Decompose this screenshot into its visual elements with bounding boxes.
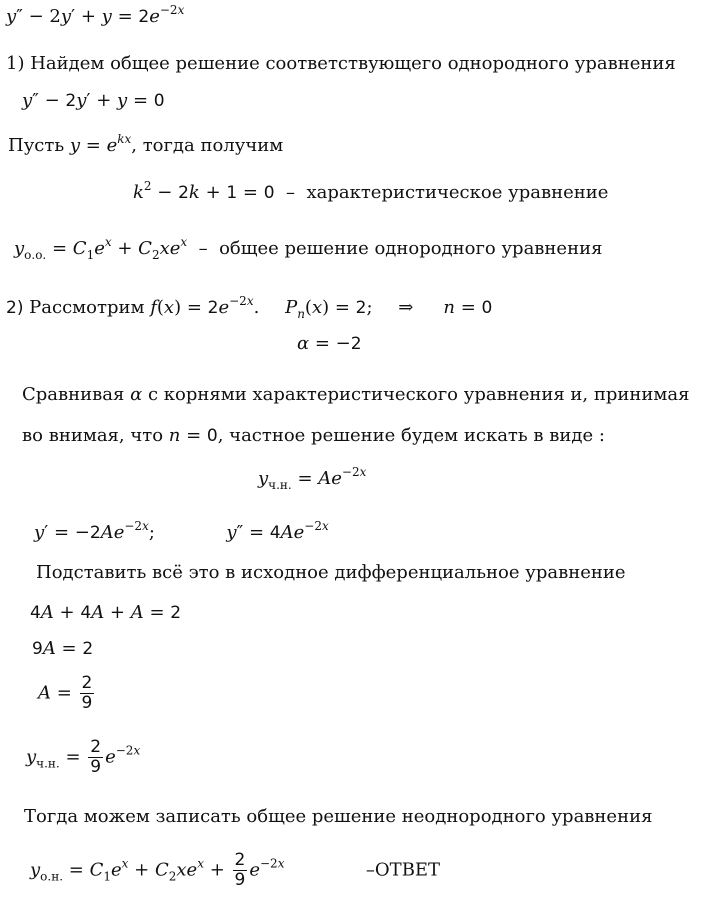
particular-solution: $y_{ч.н.}$ = $\frac{2}{9}$ $e^{-2x}$ bbox=[26, 737, 141, 777]
step1-heading: 1) Найдем общее решение соответствующего однородного уравнения bbox=[6, 53, 676, 74]
a-value: A = $\frac{2}{9}$ bbox=[38, 673, 93, 713]
substitution-text: Пусть $y = e^{kx}$, тогда получим bbox=[8, 132, 284, 156]
substitute-text: Подставить всё это в исходное дифференциальное уравнение bbox=[36, 562, 626, 583]
homogeneous-equation: y″ − 2y′ + y = 0 bbox=[22, 90, 165, 111]
general-homogeneous-solution: $y_{о.о.} = C_1e^x + C_2xe^x$ – общее решение однородного уравнения bbox=[14, 235, 603, 262]
then-text: Тогда можем записать общее решение неоднородного уравнения bbox=[24, 806, 653, 827]
original-equation: $y'' - 2y' + y = 2e^{-2x}$ bbox=[6, 3, 185, 27]
nine-a-equation: 9A = 2 bbox=[32, 638, 94, 659]
compare-line-1: Сравнивая α с корнями характеристического уравнения и, принимая bbox=[22, 384, 690, 405]
compare-line-2: во внимая, что n = 0, частное решение будем искать в виде : bbox=[22, 425, 605, 446]
sum-equation: 4A + 4A + A = 2 bbox=[30, 602, 182, 623]
characteristic-equation: $k^2 - 2k + 1 = 0$ – характеристическое уравнение bbox=[133, 179, 609, 203]
derivatives: $y' = -2Ae^{-2x}$; $y'' = 4Ae^{-2x}$ bbox=[34, 519, 329, 543]
step2-consider: 2) Рассмотрим $f(x) = 2e^{-2x}$. $P_n(x) = 2$; ⇒ n = 0 bbox=[6, 294, 493, 321]
particular-form: $y_{ч.н.} = Ae^{-2x}$ bbox=[258, 465, 367, 492]
alpha-value: α = −2 bbox=[297, 333, 362, 354]
final-answer: $y_{о.н.} = C_1e^x + C_2xe^x$ + $\frac{2}{9}$ $e^{-2x}$ –ОТВЕТ bbox=[30, 850, 441, 890]
